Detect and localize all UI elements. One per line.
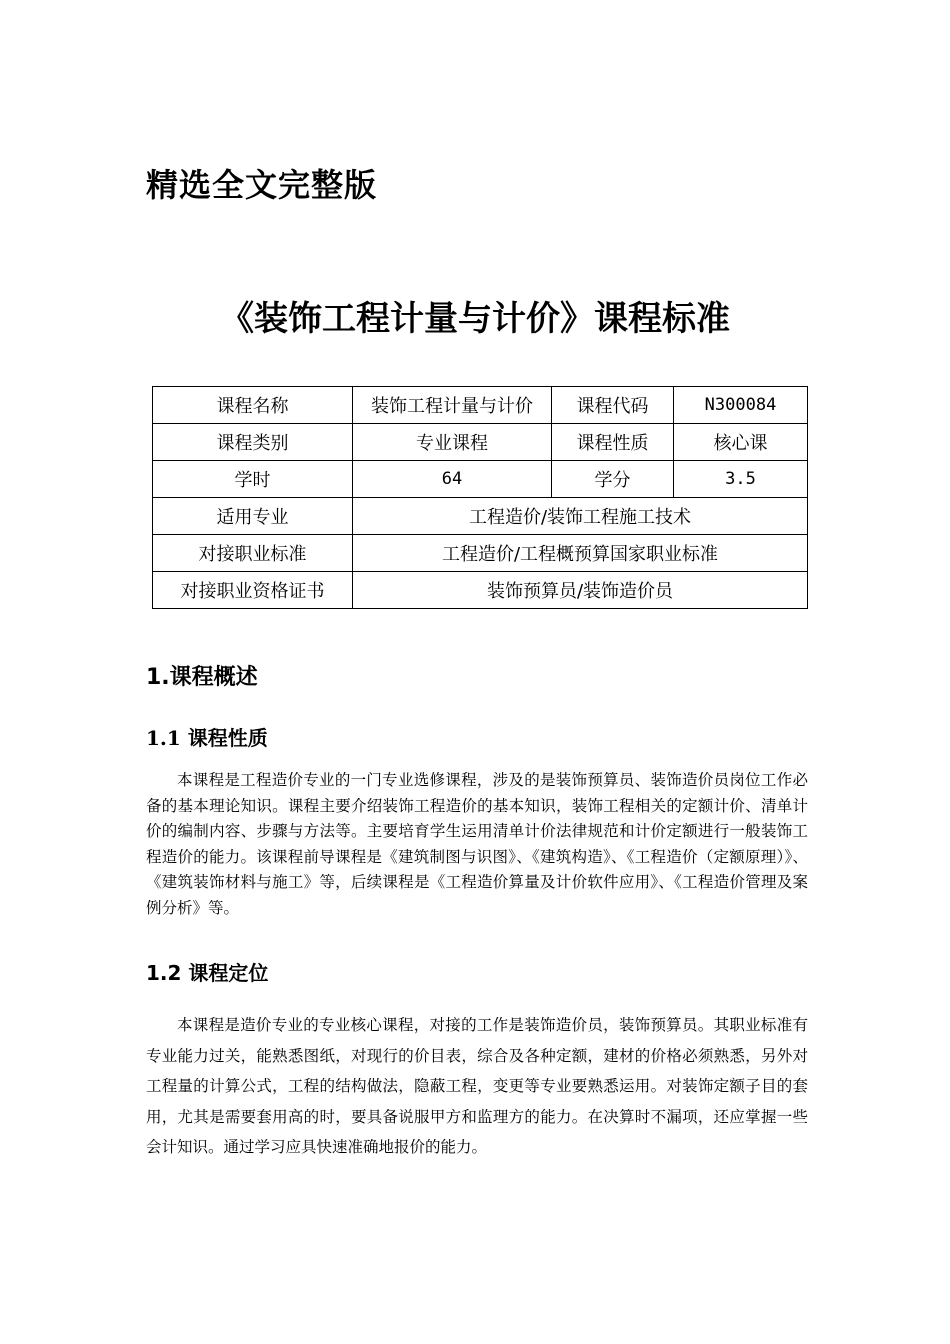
table-value-cell: 核心课 [674,424,808,461]
table-value-cell: N300084 [674,387,808,424]
table-row [153,387,808,424]
table-value-cell: 工程造价/装饰工程施工技术 [353,498,808,535]
table-value-cell: 3.5 [674,461,808,498]
table-label-cell: 学时 [153,461,353,498]
table-row [153,572,808,609]
table-label-cell: 适用专业 [153,498,353,535]
table-value-cell: 专业课程 [353,424,552,461]
table-label-cell: 课程代码 [552,387,674,424]
table-row [153,498,808,535]
table-row [153,535,808,572]
table-label-cell: 课程性质 [552,424,674,461]
course-info-table [152,386,808,609]
paragraph-course-nature: 本课程是工程造价专业的一门专业选修课程，涉及的是装饰预算员、装饰造价员岗位工作必备的基本理论知识。课程主要介绍装饰工程造价的基本知识，装饰工程相关的定额计价、清单计价的编制内容、步骤与方法等。主要培育学生运用清单计价法律规范和计价定额进行一般装饰工程造价的能力。该课程前导课程是《建筑制图与识图》、《建筑构造》、《工程造价（定额原理）》、《建筑装饰材料与施工》等，后续课程是《工程造价算量及计价软件应用》、《工程造价管理及案例分析》等。 [146,771,808,917]
section-heading-overview: 1.课程概述 [146,665,258,690]
page-header: 精选全文完整版 [146,166,378,204]
table-value-cell: 装饰预算员/装饰造价员 [353,572,808,609]
subsection-heading-positioning: 1.2 课程定位 [146,961,269,985]
table-value-cell: 装饰工程计量与计价 [353,387,552,424]
subsection-heading-nature: 1.1 课程性质 [146,726,268,750]
table-row [153,461,808,498]
table-row [153,424,808,461]
table-label-cell: 学分 [552,461,674,498]
paragraph-course-positioning: 本课程是造价专业的专业核心课程，对接的工作是装饰造价员，装饰预算员。其职业标准有专业能力过关，能熟悉图纸，对现行的价目表，综合及各种定额，建材的价格必须熟悉，另外对工程量的计算公式，工程的结构做法，隐蔽工程，变更等专业要熟悉运用。对装饰定额子目的套用，尤其是需要套用高的时，要具备说服甲方和监理方的能力。在决算时不漏项，还应掌握一些会计知识。通过学习应具快速准确地报价的能力。 [146,1016,808,1156]
table-label-cell: 课程名称 [153,387,353,424]
table-value-cell: 工程造价/工程概预算国家职业标准 [353,535,808,572]
table-label-cell: 对接职业资格证书 [153,572,353,609]
table-value-cell: 64 [353,461,552,498]
table-label-cell: 对接职业标准 [153,535,353,572]
table-label-cell: 课程类别 [153,424,353,461]
document-title: 《装饰工程计量与计价》课程标准 [220,299,730,339]
